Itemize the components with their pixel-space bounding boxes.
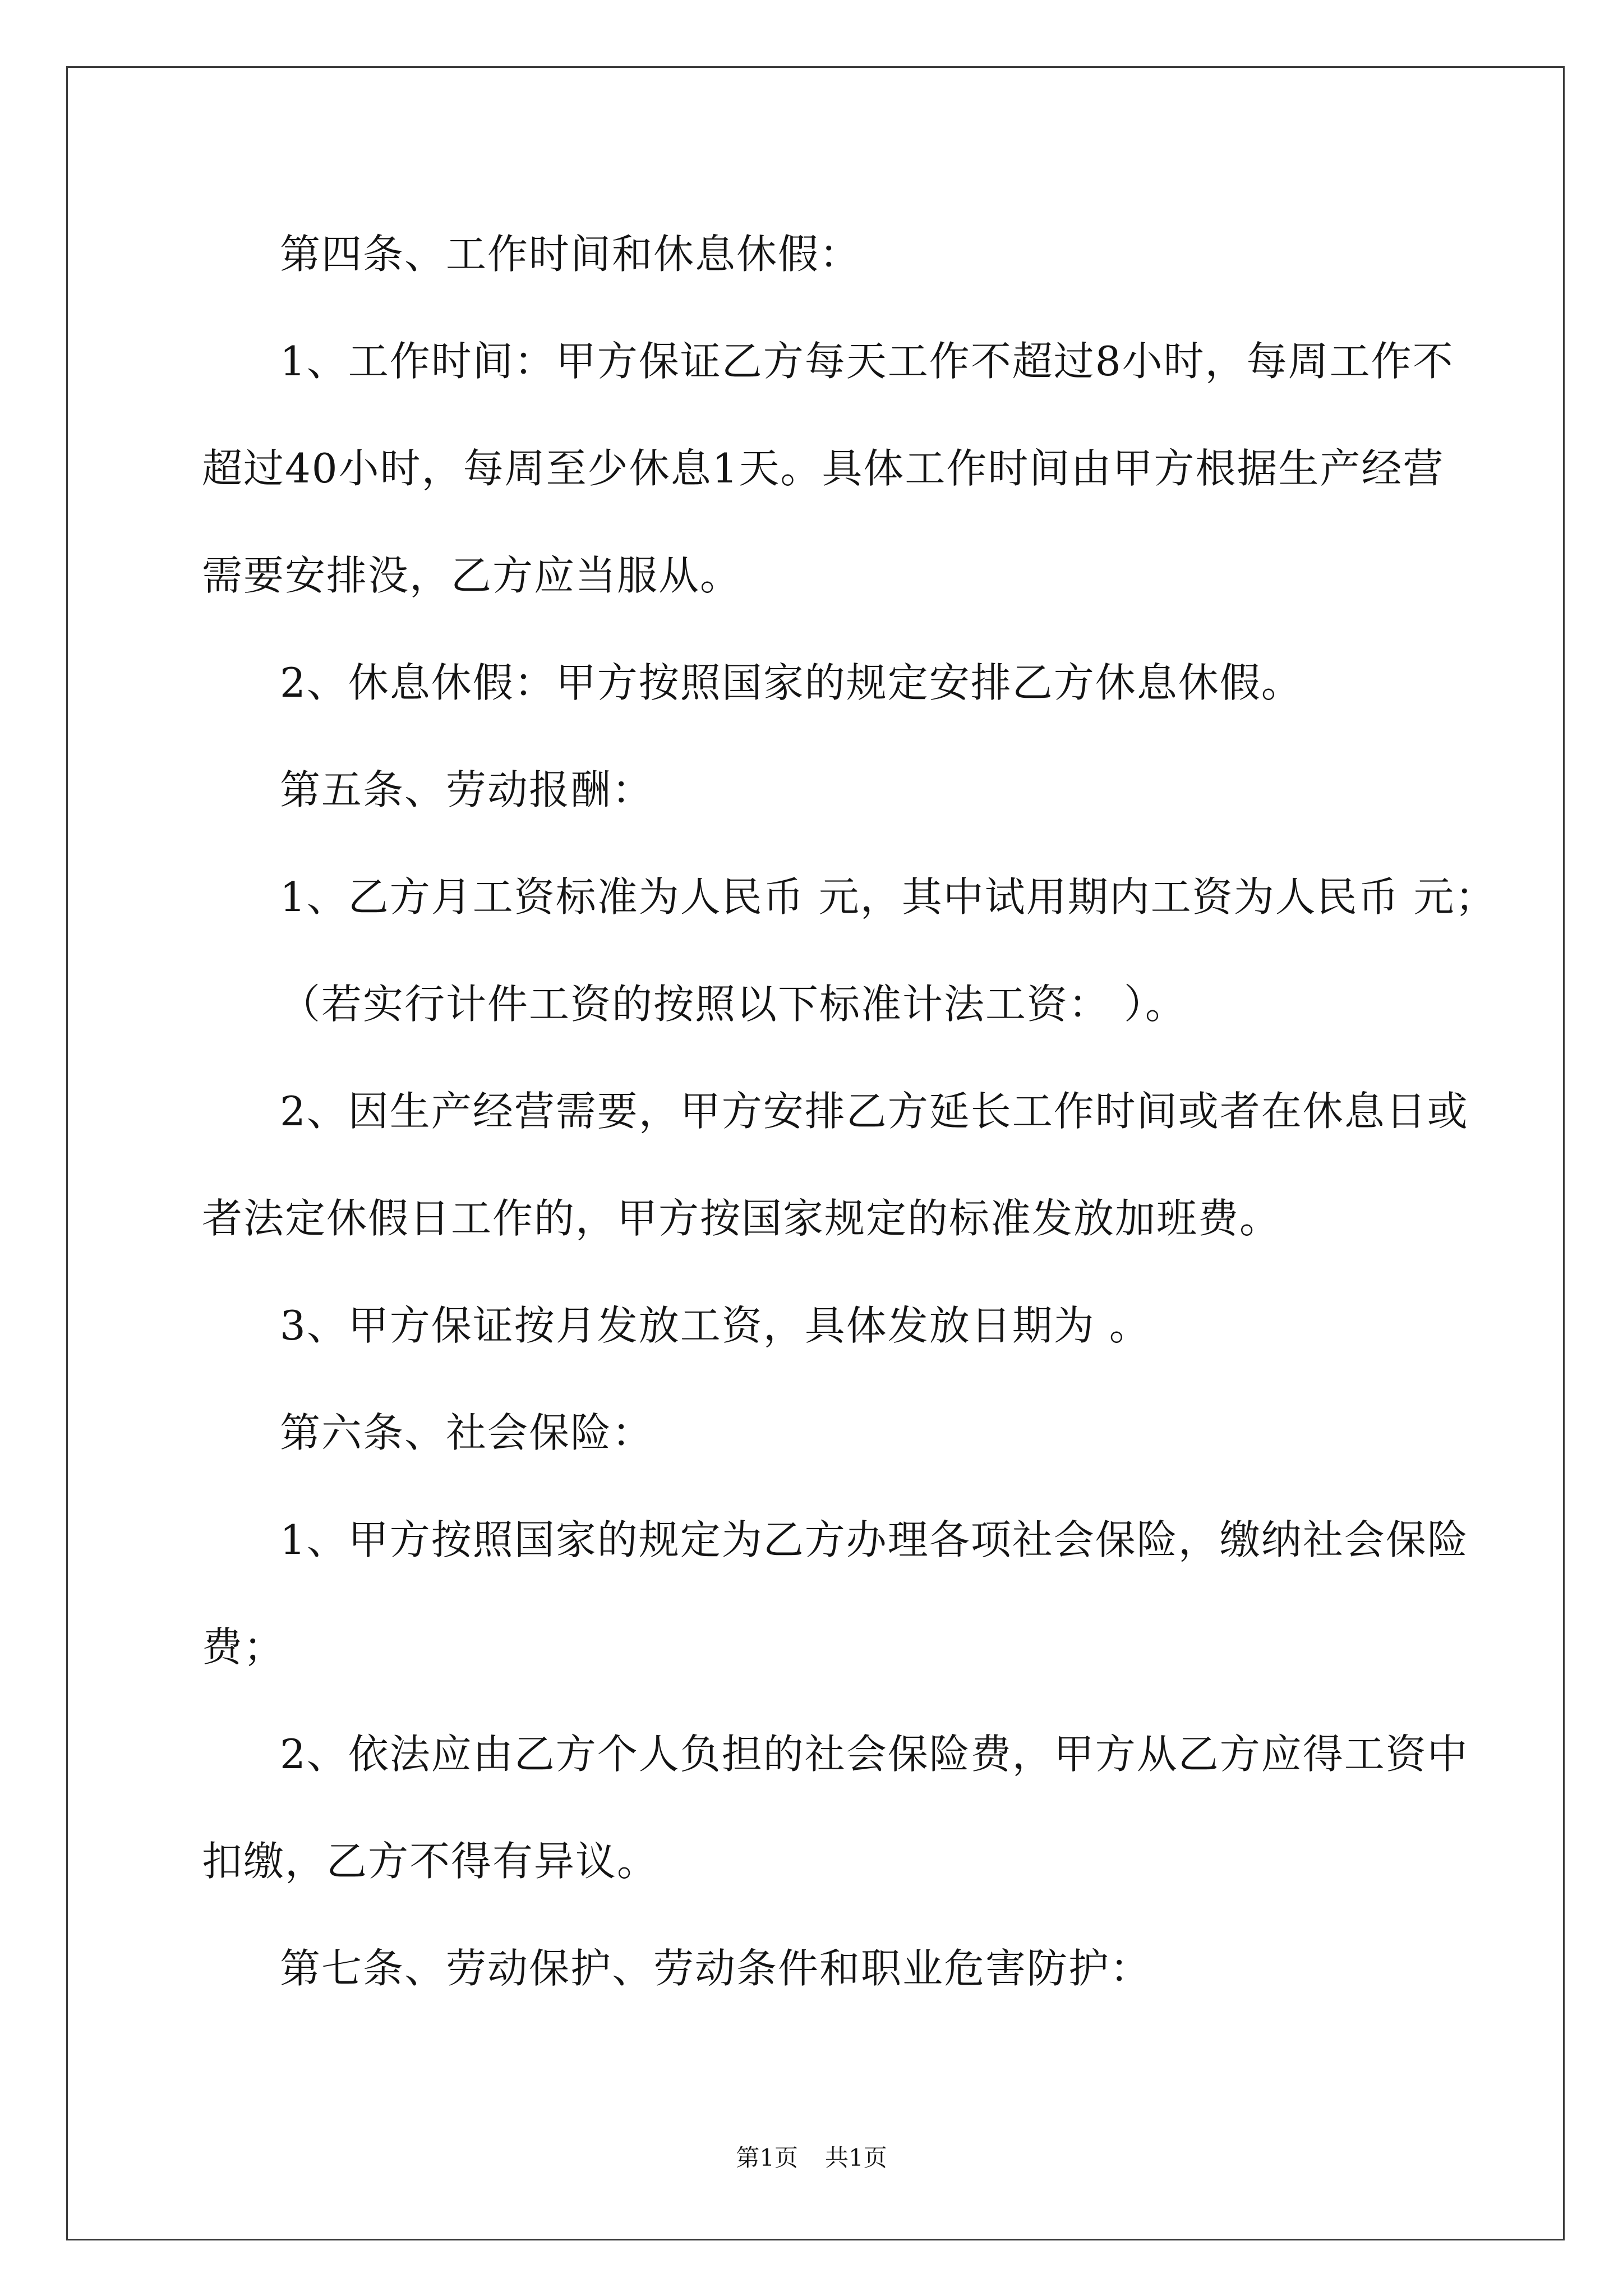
- paragraph: [202, 308, 1553, 629]
- paragraph-line: 1、工作时间：甲方保证乙方每天工作不超过8小时，每周工作不: [280, 338, 1454, 385]
- paragraph-line: 第六条、社会保险：: [280, 1409, 654, 1456]
- paragraph-line: 扣缴，乙方不得有异议。: [202, 1838, 659, 1885]
- paragraph: [202, 1487, 1553, 1701]
- page-footer: [0, 2141, 1623, 2175]
- paragraph: [202, 1058, 1553, 1272]
- paragraph-line: 需要安排没，乙方应当服从。: [202, 552, 742, 599]
- paragraph-line: 2、休息休假：甲方按照国家的规定安排乙方休息休假。: [280, 659, 1303, 706]
- paragraph-line: 1、乙方月工资标准为人民币 元，其中试用期内工资为人民币 元；: [280, 873, 1497, 921]
- paragraph: [202, 951, 1553, 1058]
- article-heading: [202, 1379, 1553, 1487]
- paragraph-line: 超过40小时，每周至少休息1天。具体工作时间由甲方根据生产经营: [202, 445, 1445, 492]
- paragraph-line: 者法定休假日工作的，甲方按国家规定的标准发放加班费。: [202, 1195, 1281, 1242]
- paragraph-line: （若实行计件工资的按照以下标准计法工资： ）。: [280, 981, 1187, 1028]
- article-heading: [202, 1915, 1553, 2022]
- page-total: 共1页: [825, 2144, 887, 2171]
- article-heading: [202, 737, 1553, 844]
- paragraph-line: 费；: [202, 1623, 285, 1671]
- paragraph-line: 3、甲方保证按月发放工资，具体发放日期为 。: [280, 1302, 1151, 1349]
- paragraph-line: 第四条、工作时间和休息休假：: [280, 231, 861, 278]
- paragraph: [202, 844, 1553, 951]
- paragraph: [202, 1272, 1553, 1379]
- paragraph-line: 2、依法应由乙方个人负担的社会保险费，甲方从乙方应得工资中: [280, 1731, 1469, 1778]
- page-number: 第1页: [736, 2144, 798, 2171]
- paragraph: [202, 1701, 1553, 1915]
- paragraph-line: 1、甲方按照国家的规定为乙方办理各项社会保险，缴纳社会保险: [280, 1516, 1469, 1563]
- document-body: [202, 201, 1553, 2022]
- paragraph-line: 第七条、劳动保护、劳动条件和职业危害防护：: [280, 1945, 1152, 1992]
- article-heading: [202, 201, 1553, 308]
- paragraph: [202, 629, 1553, 737]
- paragraph-line: 2、因生产经营需要，甲方安排乙方延长工作时间或者在休息日或: [280, 1088, 1469, 1135]
- paragraph-line: 第五条、劳动报酬：: [280, 766, 654, 813]
